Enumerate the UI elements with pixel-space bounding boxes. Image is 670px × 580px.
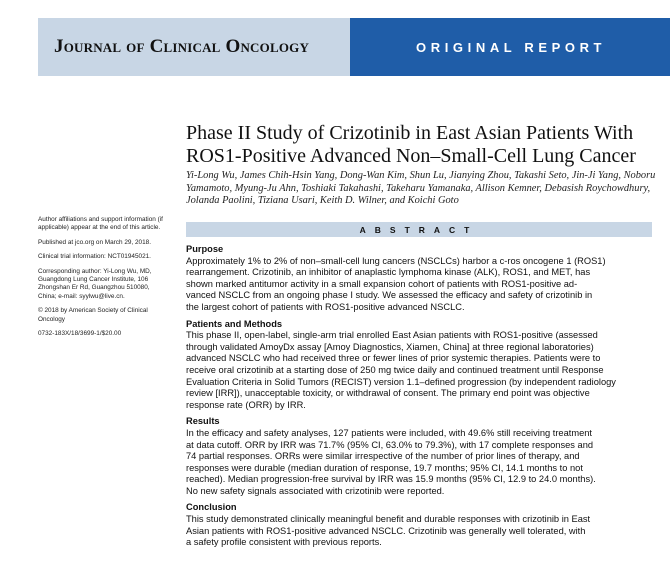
corresponding-author: Corresponding author: Yi-Long Wu, MD, Guangdong Lung Cancer Institute, 106 Zhongshan Er Rd, Guangzhou 510080, China; e-mail: syylwu@live.cn. [38,267,152,300]
section-heading: Results [186,416,220,427]
text-line: the largest cohort of patients with ROS1-positive advanced NSCLC. [186,301,465,312]
text-line: at data cutoff. ORR by IRR was 71.7% (95% CI, 63.0% to 79.3%), with 17 complete responses and [186,439,594,450]
author-line: Yamamoto, Myung-Ju Ahn, Toshiaki Takahashi, Takeharu Yamanaka, Allison Kemner, Debasish Roychowdhury, [186,182,651,194]
text-line: 74 partial responses. ORRs were similar irrespective of the number of prior lines of therapy, and [186,451,580,462]
text-line: review [IRR]), unacceptable toxicity, or withdrawal of consent. The primary end point was objective [186,388,590,399]
trial-information: Clinical trial information: NCT01945021. [38,253,151,261]
title-line: Phase II Study of Crizotinib in East Asian Patients With [186,122,634,144]
text-line: In the efficacy and safety analyses, 127 patients were included, with 49.6% still receiving treatment [186,427,593,438]
author-line: Jolanda Paolini, Tiziana Usari, Keith D. Wilner, and Koichi Goto [186,195,459,207]
abstract-section-conclusion [186,502,666,548]
publication-date: Published at jco.org on March 29, 2018. [38,238,151,246]
text-line: This phase II, open-label, single-arm trial enrolled East Asian patients with ROS1-positive (assessed [186,330,598,341]
abstract-section-results [186,416,666,497]
section-heading: Patients and Methods [186,318,283,329]
text-line: through validated AmoyDx assay [Amoy Diagnostics, Xiamen, China] at three regional laboratories) [186,341,594,352]
issn-price: 0732-183X/18/3699-1/$20.00 [38,330,122,338]
abstract-section-methods [186,319,666,412]
text-line: a safety profile consistent with previous reports. [186,537,382,548]
text-line: No new safety signals associated with crizotinib were reported. [186,485,445,496]
text-line: Evaluation Criteria in Solid Tumors (RECIST) version 1.1–defined progression (by independent radiology [186,376,616,387]
abstract-heading: ABSTRACT [186,222,652,237]
text-line: reached). Median progression-free survival by IRR was 15.9 months (95% CI, 12.9 to 24.0 months). [186,474,596,485]
text-line: This study demonstrated clinically meaningful benefit and durable responses with crizotinib in East [186,514,591,525]
author-line: Yi-Long Wu, James Chih-Hsin Yang, Dong-Wan Kim, Shun Lu, Jianying Zhou, Takashi Seto, Jin-Ji Yang, Noboru [186,170,656,181]
abstract-section-purpose [186,244,666,314]
section-heading: Conclusion [186,502,237,513]
affiliations-note: Author affiliations and support information (if applicable) appear at the end of this article. [38,216,163,232]
section-heading: Purpose [186,244,224,254]
text-line: vanced NSCLC from an ongoing phase I study. We assessed the efficacy and safety of crizotinib in [186,290,593,301]
text-line: advanced NSCLC who had received three or fewer lines of prior systemic therapies. Patients were to [186,353,601,364]
journal-header [38,18,670,76]
text-line: Approximately 1% to 2% of non–small-cell lung cancers (NSCLCs) harbor a c-ros oncogene 1 (ROS1) [186,255,606,266]
text-line: response rate (ORR) by IRR. [186,399,306,410]
text-line: rearrangement. Crizotinib, an inhibitor of anaplastic lymphoma kinase (ALK), ROS1, and MET, has [186,267,591,278]
author-list [186,170,656,208]
section-label: ORIGINAL REPORT [350,18,670,76]
title-line: ROS1-Positive Advanced Non–Small-Cell Lung Cancer [186,145,636,167]
journal-name: Journal of Clinical Oncology [38,18,350,76]
text-line: responses were durable (median duration of response, 19.7 months; 95% CI, 14.1 months to not [186,462,583,473]
abstract-body [186,244,666,554]
text-line: shown marked antitumor activity in a small expansion cohort of patients with ROS1-positive ad- [186,278,578,289]
copyright: © 2018 by American Society of Clinical Oncology [38,307,148,323]
article-sidebar [38,216,168,344]
article-title [186,122,656,168]
text-line: Asian patients with ROS1-positive advanced NSCLC. Crizotinib was generally well tolerated, with [186,525,586,536]
text-line: receive oral crizotinib at a starting dose of 250 mg twice daily and continued treatment until Response [186,364,604,375]
